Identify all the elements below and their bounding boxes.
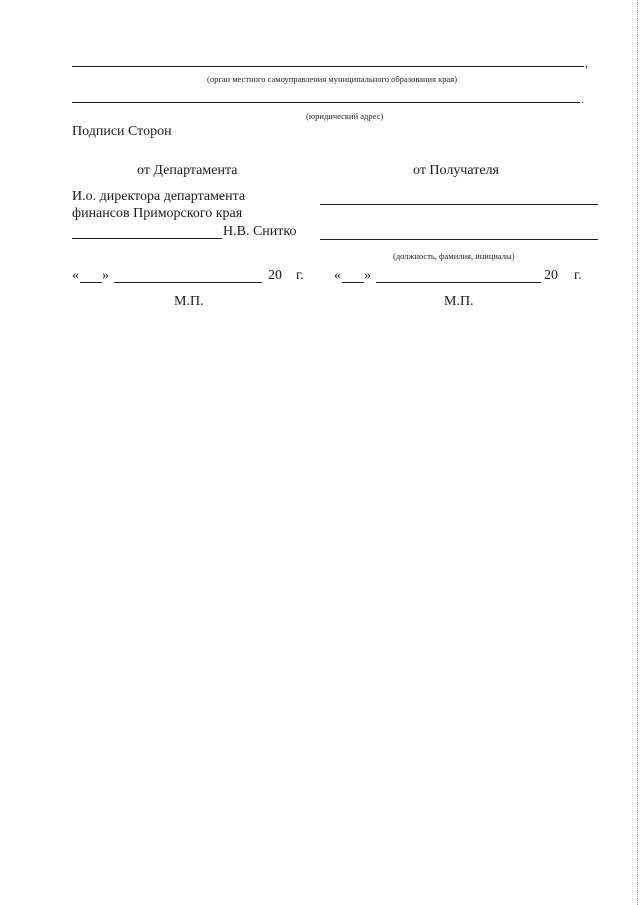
left-date-month-blank	[114, 282, 262, 283]
page-edge-divider	[637, 0, 638, 905]
right-signature-line-1	[320, 204, 598, 205]
right-date-open-quote: «	[334, 268, 341, 283]
left-position-line2: финансов Приморского края	[72, 206, 243, 221]
org-name-caption: (орган местного самоуправления муниципального образования края)	[207, 74, 458, 84]
left-column-title: от Департамента	[137, 163, 238, 178]
right-stamp-label: М.П.	[444, 294, 474, 309]
signatures-heading: Подписи Сторон	[72, 124, 172, 139]
right-date-year-prefix: 20	[544, 268, 558, 283]
right-date-month-blank	[376, 282, 541, 283]
legal-address-line	[72, 102, 580, 103]
left-date-year-prefix: 20	[268, 268, 282, 283]
right-signature-line-2	[320, 239, 598, 240]
left-date-close-quote: »	[102, 268, 109, 283]
legal-address-caption: (юридический адрес)	[306, 111, 384, 121]
left-signature-line	[72, 238, 222, 239]
right-column-title: от Получателя	[413, 163, 499, 178]
org-name-line	[72, 66, 584, 67]
left-date-day-blank	[80, 282, 102, 283]
left-date-year-suffix: г.	[296, 268, 304, 283]
left-position-line1: И.о. директора департамента	[72, 189, 246, 204]
right-date-close-quote: »	[364, 268, 371, 283]
legal-address-line-period: .	[581, 92, 584, 106]
left-date-open-quote: «	[72, 268, 79, 283]
right-date-year-suffix: г.	[574, 268, 582, 283]
right-date-day-blank	[342, 282, 364, 283]
left-stamp-label: М.П.	[174, 294, 204, 309]
right-signature-caption: (должность, фамилия, инициалы)	[393, 251, 515, 261]
org-name-line-comma: ,	[585, 56, 588, 70]
left-signer-name: Н.В. Снитко	[223, 224, 297, 239]
